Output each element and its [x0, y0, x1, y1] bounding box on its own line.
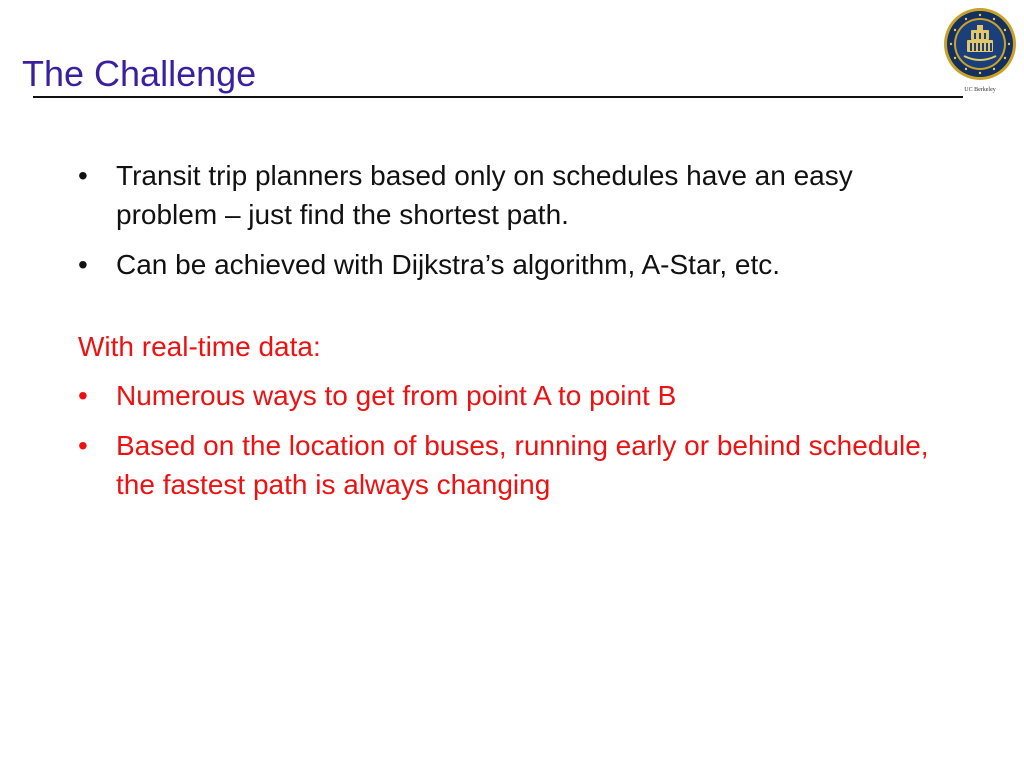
uc-seal-icon — [942, 6, 1018, 86]
bullet-glyph: • — [78, 160, 88, 191]
uc-seal-logo — [942, 6, 1018, 98]
bullet-glyph: • — [78, 380, 88, 411]
bullet-text: Transit trip planners based only on schedules have an easy problem – just find the shortest path. — [116, 160, 853, 230]
bullet-glyph: • — [78, 430, 88, 461]
slide-title: The Challenge — [22, 53, 257, 94]
list-item — [78, 156, 958, 234]
list-item — [78, 426, 958, 504]
bullet-text: Numerous ways to get from point A to point B — [116, 380, 677, 411]
section-spacer — [78, 295, 958, 327]
bullet-glyph: • — [78, 249, 88, 280]
slide-body — [78, 156, 958, 515]
list-item — [78, 376, 958, 415]
bullet-text: Based on the location of buses, running early or behind schedule, the fastest path is always changing — [116, 430, 929, 500]
bullet-text: Can be achieved with Dijkstra’s algorithm, A-Star, etc. — [116, 249, 781, 280]
schedule-bullet-list — [78, 156, 958, 284]
realtime-heading: With real-time data: — [78, 331, 321, 362]
logo-caption: UC Berkeley — [964, 87, 996, 93]
list-item — [78, 245, 958, 284]
realtime-bullet-list — [78, 376, 958, 504]
title-underline — [33, 96, 963, 98]
